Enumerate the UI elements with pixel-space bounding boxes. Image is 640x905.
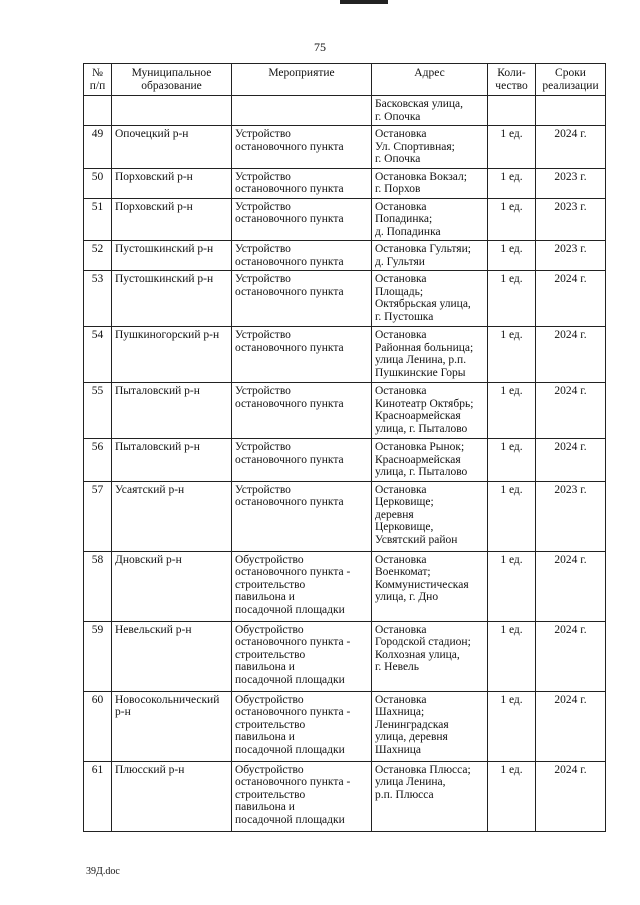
cell-line: Колхозная улица, [375,648,460,661]
header-address: Адрес [372,64,488,96]
event-cell [232,271,372,327]
municipality-cell [112,271,232,327]
municipality-cell [112,551,232,621]
cell-line: г. Невель [375,661,420,673]
cell-line: Остановка [375,329,427,341]
cell-line: остановочного пункта [235,140,344,153]
cell-line: Обустройство [235,763,304,776]
cell-line: Устройство [235,273,291,285]
municipality-cell [112,241,232,271]
term-cell: 2023 г. [536,198,606,241]
cell-line: Устройство [235,483,291,496]
table-row [84,168,606,198]
municipality-cell [112,691,232,761]
table-row [84,126,606,169]
cell-line: Басковская улица, [375,98,463,110]
cell-line: Новосокольнический [115,693,220,706]
address-cell [372,621,488,691]
row-number [84,96,112,126]
cell-line: Районная больница; [375,341,474,354]
event-cell [232,481,372,551]
cell-line: остановочного пункта - [235,566,351,578]
cell-line: Остановка [375,483,427,496]
table-row [84,198,606,241]
cell-line: Обустройство [235,623,304,636]
term-cell: 2024 г. [536,327,606,383]
cell-line: Устройство [235,128,291,140]
event-cell [232,126,372,169]
row-number: 51 [84,198,112,241]
cell-line: Попадинка; [375,213,433,225]
cell-line: Ул. Спортивная; [375,140,455,153]
cell-line: остановочного пункта - [235,706,351,718]
quantity-cell: 1 ед. [488,481,536,551]
table-row [84,551,606,621]
cell-line: Шахница [375,743,422,756]
municipality-cell [112,439,232,482]
table-row [84,241,606,271]
cell-line: Пыталовский р-н [115,385,200,397]
address-cell [372,551,488,621]
address-cell [372,327,488,383]
table-row [84,96,606,126]
event-cell [232,551,372,621]
row-number: 53 [84,271,112,327]
quantity-cell: 1 ед. [488,168,536,198]
table-row [84,761,606,831]
cell-line: остановочного пункта [235,255,344,268]
cell-line: Устройство [235,329,291,341]
cell-line: остановочного пункта [235,397,344,410]
address-cell [372,126,488,169]
page-number: 75 [314,40,326,54]
municipality-cell [112,327,232,383]
cell-line: посадочной площадки [235,743,345,756]
term-cell: 2024 г. [536,761,606,831]
address-cell [372,198,488,241]
quantity-cell: 1 ед. [488,126,536,169]
quantity-cell: 1 ед. [488,621,536,691]
cell-line: Красноармейская [375,410,461,422]
cell-line: посадочной площадки [235,603,345,616]
cell-line: строительство [235,648,306,661]
cell-line: Устройство [235,385,291,397]
term-cell: 2024 г. [536,383,606,439]
cell-line: Пустошкинский р-н [115,243,214,255]
term-cell: 2023 г. [536,481,606,551]
cell-line: Церковище; [375,496,434,508]
cell-line: Порховский р-н [115,170,193,183]
cell-line: Остановка Рынок; [375,441,465,453]
cell-line: г. Опочка [375,153,421,165]
header-number: № п/п [84,64,112,96]
cell-line: г. Пустошка [375,310,434,323]
cell-line: Военкомат; [375,566,431,578]
address-cell [372,96,488,126]
cell-line: Усаятский р-н [115,483,185,496]
row-number: 58 [84,551,112,621]
cell-line: Площадь; [375,285,424,298]
event-cell [232,96,372,126]
cell-line: Пушкинские Горы [375,366,466,379]
cell-line: улица, деревня [375,731,448,743]
quantity-cell: 1 ед. [488,327,536,383]
table-row [84,621,606,691]
row-number: 50 [84,168,112,198]
cell-line: улица Ленина, [375,776,446,788]
quantity-cell: 1 ед. [488,551,536,621]
cell-line: остановочного пункта - [235,776,351,788]
cell-line: посадочной площадки [235,813,345,826]
term-cell [536,96,606,126]
event-cell [232,168,372,198]
cell-line: Остановка [375,693,427,706]
table-row [84,383,606,439]
cell-line: Остановка [375,273,427,285]
cell-line: Остановка [375,623,427,636]
event-cell [232,383,372,439]
cell-line: р-н [115,706,131,718]
table-row [84,271,606,327]
cell-line: остановочного пункта [235,496,344,508]
row-number: 56 [84,439,112,482]
quantity-cell: 1 ед. [488,241,536,271]
cell-line: Октябрьская улица, [375,298,471,310]
row-number: 55 [84,383,112,439]
municipality-cell [112,621,232,691]
address-cell [372,168,488,198]
cell-line: Остановка [375,128,427,140]
table-row [84,481,606,551]
cell-line: Остановка Гультяи; [375,243,471,255]
term-cell: 2024 г. [536,691,606,761]
cell-line: остановочного пункта - [235,636,351,648]
term-cell: 2024 г. [536,126,606,169]
cell-line: Опочецкий р-н [115,128,189,140]
cell-line: остановочного пункта [235,453,344,466]
cell-line: Пыталовский р-н [115,441,200,453]
cell-line: Красноармейская [375,453,461,466]
cell-line: Остановка [375,553,427,566]
municipality-cell [112,168,232,198]
cell-line: строительство [235,788,306,801]
cell-line: строительство [235,578,306,591]
cell-line: Коммунистическая [375,578,469,591]
cell-line: р.п. Плюсса [375,788,434,801]
address-cell [372,481,488,551]
cell-line: Устройство [235,243,291,255]
scan-mark [340,0,388,4]
cell-line: Невельский р-н [115,623,192,636]
address-cell [372,383,488,439]
cell-line: павильона и [235,731,295,743]
cell-line: Остановка [375,200,427,213]
cell-line: павильона и [235,661,295,673]
term-cell: 2023 г. [536,241,606,271]
event-cell [232,327,372,383]
cell-line: улица Ленина, р.п. [375,354,467,366]
cell-line: посадочной площадки [235,673,345,686]
cell-line: Дновский р-н [115,553,182,566]
cell-line: остановочного пункта [235,341,344,354]
address-cell [372,761,488,831]
cell-line: Устройство [235,441,291,453]
cell-line: г. Порхов [375,183,421,195]
cell-line: остановочного пункта [235,213,344,225]
row-number: 59 [84,621,112,691]
cell-line: Обустройство [235,693,304,706]
quantity-cell [488,96,536,126]
events-table [83,63,606,832]
term-cell: 2024 г. [536,439,606,482]
quantity-cell: 1 ед. [488,691,536,761]
cell-line: Усвятский район [375,533,458,546]
cell-line: деревня [375,508,414,521]
table-header-row [84,64,606,96]
cell-line: улица, г. Пыталово [375,466,468,478]
term-cell: 2024 г. [536,621,606,691]
quantity-cell: 1 ед. [488,439,536,482]
cell-line: д. Гультяи [375,255,425,268]
row-number: 49 [84,126,112,169]
event-cell [232,691,372,761]
cell-line: остановочного пункта [235,183,344,195]
municipality-cell [112,481,232,551]
cell-line: павильона и [235,801,295,813]
cell-line: павильона и [235,591,295,603]
row-number: 60 [84,691,112,761]
cell-line: улица, г. Дно [375,591,439,603]
event-cell [232,241,372,271]
cell-line: Шахница; [375,706,425,718]
cell-line: г. Опочка [375,110,421,123]
document-footer: 39Д.doc [86,866,120,877]
municipality-cell [112,96,232,126]
address-cell [372,271,488,327]
municipality-cell [112,761,232,831]
term-cell: 2024 г. [536,271,606,327]
event-cell [232,439,372,482]
event-cell [232,761,372,831]
address-cell [372,241,488,271]
cell-line: Обустройство [235,553,304,566]
cell-line: Кинотеатр Октябрь; [375,397,474,410]
row-number: 57 [84,481,112,551]
quantity-cell: 1 ед. [488,271,536,327]
quantity-cell: 1 ед. [488,198,536,241]
cell-line: Пушкиногорский р-н [115,329,220,341]
address-cell [372,439,488,482]
cell-line: Плюсский р-н [115,763,185,776]
quantity-cell: 1 ед. [488,761,536,831]
cell-line: д. Попадинка [375,225,441,238]
table-row [84,327,606,383]
header-term: Сроки реализации [536,64,606,96]
header-event: Мероприятие [232,64,372,96]
cell-line: Остановка Плюсса; [375,763,471,776]
term-cell: 2023 г. [536,168,606,198]
cell-line: Церковище, [375,521,434,533]
header-municipality: Муниципальное образование [112,64,232,96]
row-number: 54 [84,327,112,383]
cell-line: Пустошкинский р-н [115,273,214,285]
cell-line: Остановка [375,385,427,397]
cell-line: строительство [235,718,306,731]
cell-line: улица, г. Пыталово [375,422,468,435]
cell-line: Порховский р-н [115,200,193,213]
term-cell: 2024 г. [536,551,606,621]
cell-line: Городской стадион; [375,636,471,648]
cell-line: Устройство [235,200,291,213]
row-number: 61 [84,761,112,831]
table-row [84,439,606,482]
cell-line: Остановка Вокзал; [375,170,467,183]
municipality-cell [112,126,232,169]
cell-line: остановочного пункта [235,285,344,298]
event-cell [232,198,372,241]
row-number: 52 [84,241,112,271]
municipality-cell [112,198,232,241]
event-cell [232,621,372,691]
municipality-cell [112,383,232,439]
address-cell [372,691,488,761]
quantity-cell: 1 ед. [488,383,536,439]
header-quantity: Коли- чество [488,64,536,96]
cell-line: Ленинградская [375,718,449,731]
cell-line: Устройство [235,170,291,183]
table-row [84,691,606,761]
